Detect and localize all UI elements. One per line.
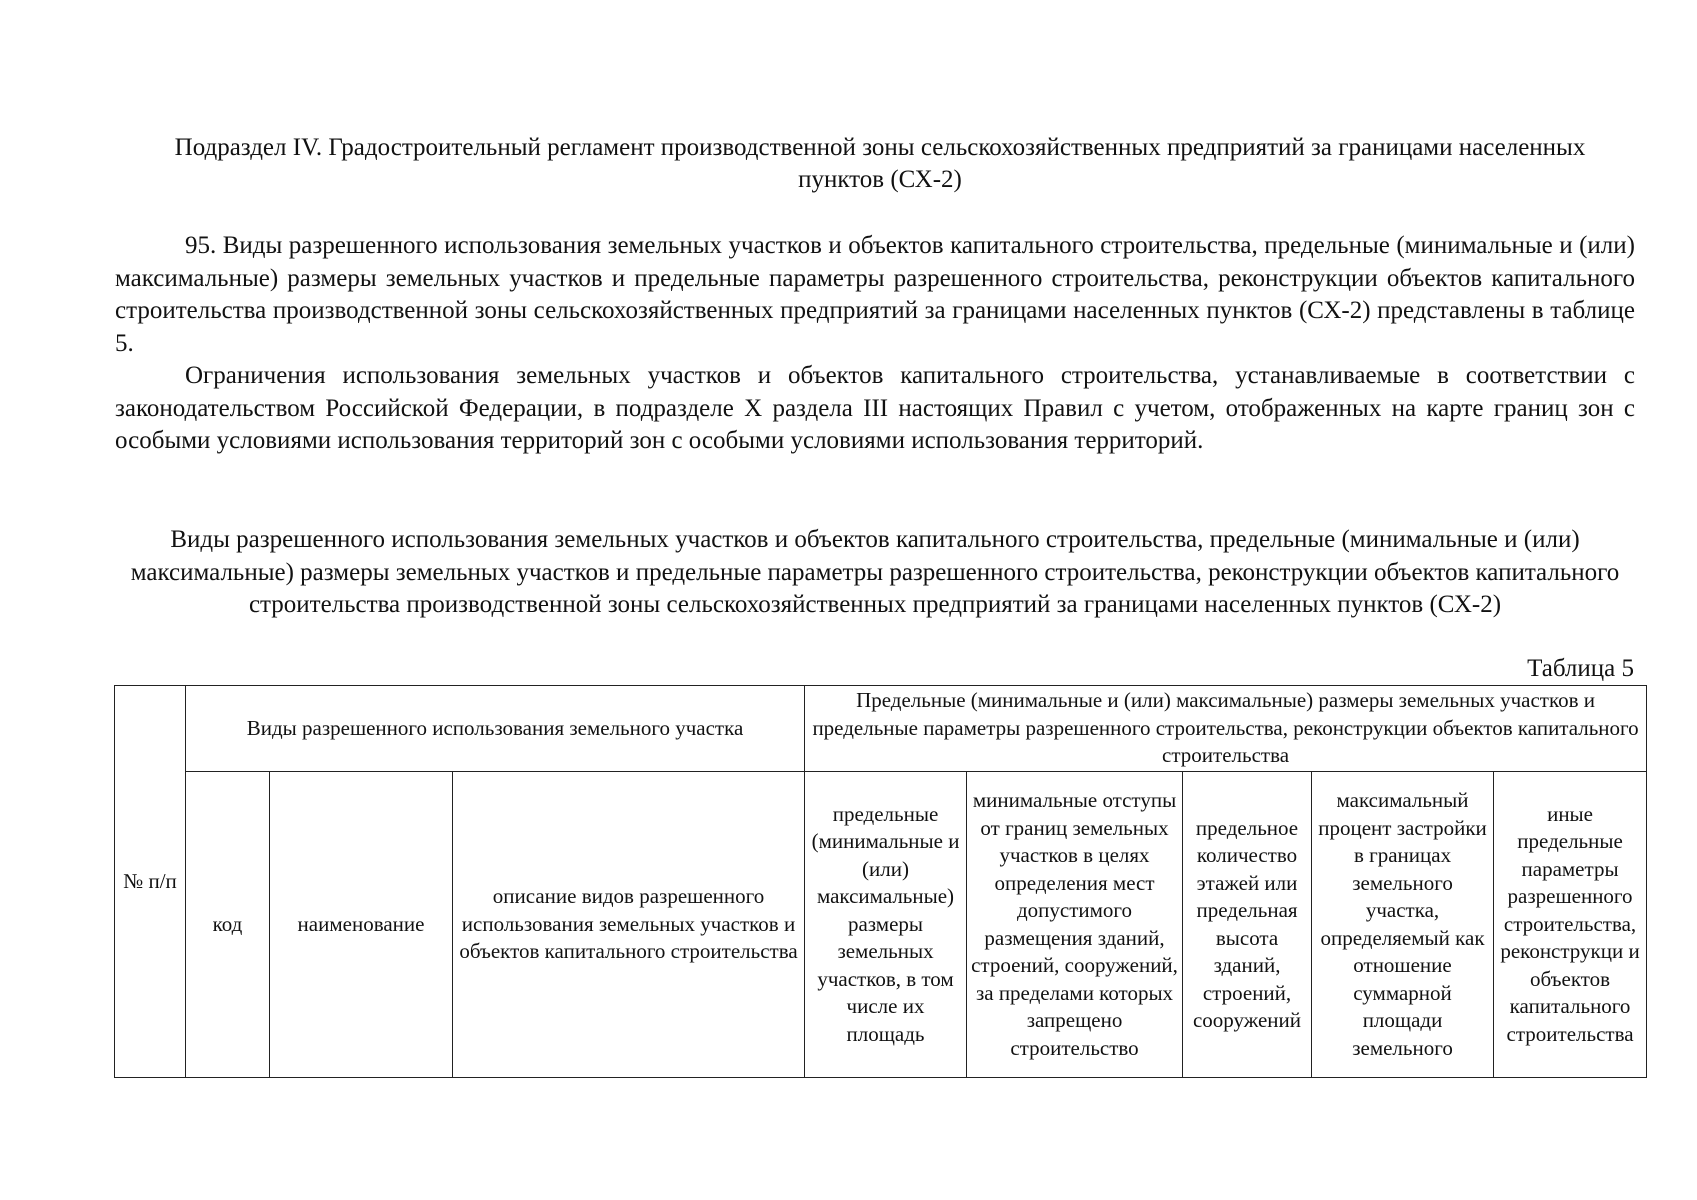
header-setbacks: минимальные отступы от границ земельных участков в целях определения мест допустимого размещения зданий, строений, сооружений, за пределами которых запрещено строительство — [967, 772, 1183, 1078]
regulations-table — [114, 685, 1647, 1078]
header-group-limits: Предельные (минимальные и (или) максимальные) размеры земельных участков и предельные параметры разрешенного строительства, реконструкции объектов капитального строительства — [805, 686, 1647, 772]
header-description: описание видов разрешенного использования земельных участков и объектов капитального строительства — [453, 772, 805, 1078]
header-name: наименование — [270, 772, 453, 1078]
table-header-row-1 — [115, 686, 1647, 772]
table-header-row-2 — [115, 772, 1647, 1078]
header-floors: предельное количество этажей или предельная высота зданий, строений, сооружений — [1183, 772, 1312, 1078]
table-label: Таблица 5 — [1527, 655, 1634, 682]
table-title: Виды разрешенного использования земельных участков и объектов капитального строительства, предельные (минимальные и (или) максимальные) размеры земельных участков и предельные параметры разрешенного строительства, реконструкции объектов капитального строительства производственной зоны сельскохозяйственных предприятий за границами населенных пунктов (СХ-2) — [130, 526, 1620, 618]
paragraph-95: 95. Виды разрешенного использования земельных участков и объектов капитального строительства, предельные (минимальные и (или) максимальные) размеры земельных участков и предельные параметры разрешенного строительства, реконструкции объектов капитального строительства производственной зоны сельскохозяйственных предприятий за границами населенных пунктов (СХ-2) представлены в таблице 5. — [115, 232, 1635, 357]
header-coverage: максимальный процент застройки в границах земельного участка, определяемый как отношение суммарной площади земельного — [1312, 772, 1494, 1078]
header-sizes: предельные (минимальные и (или) максимальные) размеры земельных участков, в том числе их площадь — [805, 772, 967, 1078]
header-code: код — [186, 772, 270, 1078]
header-other: иные предельные параметры разрешенного строительства, реконструкци и объектов капитального строительства — [1494, 772, 1647, 1078]
header-group-use: Виды разрешенного использования земельного участка — [186, 686, 805, 772]
paragraph-restrictions: Ограничения использования земельных участков и объектов капитального строительства, устанавливаемые в соответствии с законодательством Российской Федерации, в подразделе X раздела III настоящих Правил с учетом, отображенных на карте границ зон с особыми условиями использования территорий зон с особыми условиями использования территорий. — [115, 362, 1635, 454]
header-number: № п/п — [115, 686, 186, 1078]
section-heading: Подраздел IV. Градостроительный регламент производственной зоны сельскохозяйственных предприятий за границами населенных пунктов (СХ-2) — [174, 134, 1586, 193]
body-text — [115, 230, 1635, 458]
